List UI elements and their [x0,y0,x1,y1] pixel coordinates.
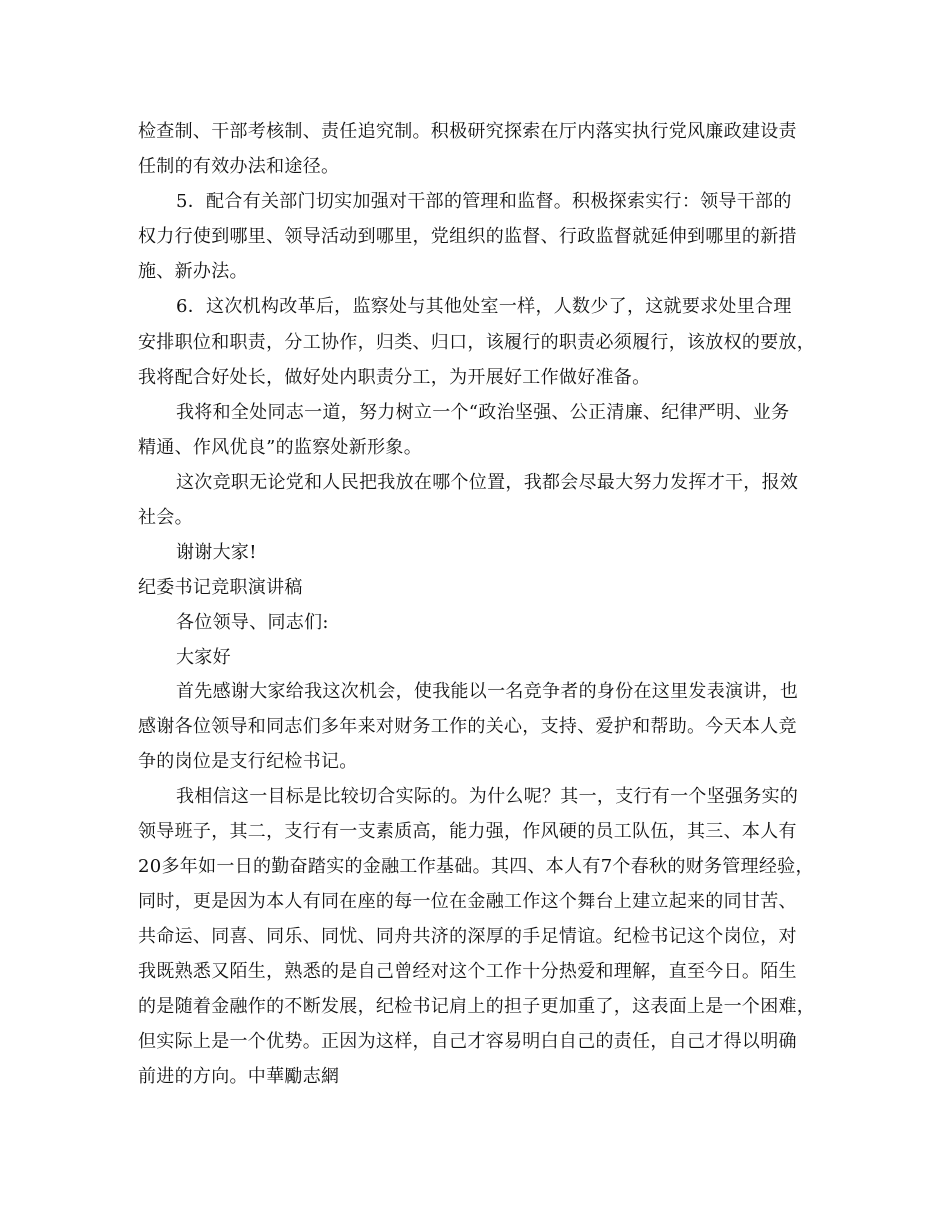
text-line: 我将配合好处长，做好处内职责分工，为开展好工作做好准备。 [138,367,651,388]
text-line: 我既熟悉又陌生，熟悉的是自己曾经对这个工作十分热爱和理解，直至今日。陌生 [138,961,797,982]
text-line: 谢谢大家! [176,542,257,563]
text-line: 任制的有效办法和途径。 [138,156,340,177]
text-line: 首先感谢大家给我这次机会，使我能以一名竞争者的身份在这里发表演讲，也 [176,681,799,702]
text-line: 我将和全处同志一道，努力树立一个“政治坚强、公正清廉、纪律严明、业务 [176,402,790,423]
text-line: 6．这次机构改革后，监察处与其他处室一样，人数少了，这就要求处里合理 [176,296,792,317]
greeting: 大家好 [176,647,231,668]
text-line: 施、新办法。 [138,261,248,282]
text-line: 共命运、同喜、同乐、同忧、同舟共济的深厚的手足情谊。纪检书记这个岗位，对 [138,926,797,947]
text-line: 我相信这一目标是比较切合实际的。为什么呢？其一，支行有一个坚强务实的 [176,786,799,807]
text-line: 权力行使到哪里、领导活动到哪里，党组织的监督、行政监督就延伸到哪里的新措 [138,226,797,247]
text-line: 安排职位和职责，分工协作，归类、归口，该履行的职责必须履行，该放权的要放， [138,332,816,353]
text-line: 精通、作风优良”的监察处新形象。 [138,437,423,458]
section-title: 纪委书记竞职演讲稿 [138,577,303,598]
text-line: 5．配合有关部门切实加强对干部的管理和监督。积极探索实行：领导干部的 [176,191,792,212]
text-line: 检查制、干部考核制、责任追究制。积极研究探索在厅内落实执行党风廉政建设责 [138,121,797,142]
text-line: 但实际上是一个优势。正因为这样，自己才容易明白自己的责任，自己才得以明确 [138,1031,797,1052]
text-line: 争的岗位是支行纪检书记。 [138,751,358,772]
text-line: 同时，更是因为本人有同在座的每一位在金融工作这个舞台上建立起来的同甘苦、 [138,891,797,912]
text-line: 社会。 [138,507,193,528]
text-line: 20多年如一日的勤奋踏实的金融工作基础。其四、本人有7个春秋的财务管理经验， [138,856,814,877]
text-line: 前进的方向。中華勵志網 [138,1066,340,1087]
salutation: 各位领导、同志们: [176,612,329,633]
text-line: 感谢各位领导和同志们多年来对财务工作的关心，支持、爱护和帮助。今天本人竞 [138,716,797,737]
text-line: 这次竞职无论党和人民把我放在哪个位置，我都会尽最大努力发挥才干，报效 [176,472,799,493]
text-line: 的是随着金融作的不断发展，纪检书记肩上的担子更加重了，这表面上是一个困难， [138,996,816,1017]
text-line: 领导班子，其二，支行有一支素质高，能力强，作风硬的员工队伍，其三、本人有 [138,821,797,842]
